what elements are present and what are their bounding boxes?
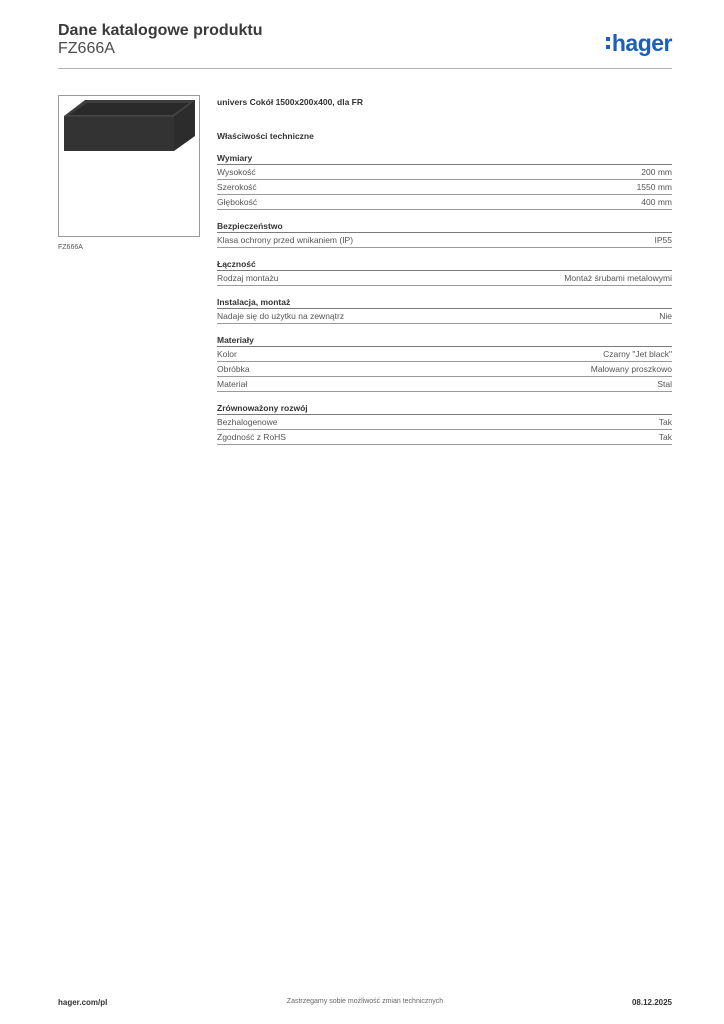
spec-value: 1550 mm (636, 182, 672, 192)
section-title: Zrównoważony rozwój (217, 402, 672, 415)
spec-label: Głębokość (217, 197, 258, 207)
footer-date: 08.12.2025 (631, 998, 672, 1007)
hager-logo (606, 30, 672, 56)
logo-dots-icon (606, 35, 610, 51)
spec-label: Kolor (217, 349, 237, 359)
spec-value: Czarny "Jet black" (603, 349, 672, 359)
spec-value: Stal (657, 379, 672, 389)
document-title: Dane katalogowe produktu (58, 22, 263, 39)
spec-section (217, 220, 672, 248)
logo-text: hager (611, 30, 672, 56)
spec-row (217, 271, 672, 286)
spec-label: Szerokość (217, 182, 257, 192)
spec-row (217, 180, 672, 195)
spec-sections (217, 152, 672, 445)
spec-label: Zgodność z RoHS (217, 432, 286, 442)
spec-value: Nie (659, 311, 672, 321)
product-image (58, 95, 200, 237)
page-header (58, 20, 672, 70)
section-title: Bezpieczeństwo (217, 220, 672, 233)
header-divider (58, 68, 672, 69)
product-name: univers Cokół 1500x200x400, dla FR (217, 97, 363, 107)
spec-row (217, 347, 672, 362)
spec-row (217, 195, 672, 210)
section-title: Materiały (217, 334, 672, 347)
section-title: Łączność (217, 258, 672, 271)
spec-row (217, 377, 672, 392)
spec-label: Rodzaj montażu (217, 273, 279, 283)
footer-website-link[interactable]: hager.com/pl (58, 998, 108, 1007)
image-caption: FZ666A (58, 244, 83, 251)
spec-value: 400 mm (641, 197, 672, 207)
spec-label: Nadaje się do użytku na zewnątrz (217, 311, 345, 321)
spec-row (217, 362, 672, 377)
page-footer (58, 998, 672, 1010)
spec-value: Tak (658, 417, 672, 427)
product-plinth-image (59, 96, 199, 236)
spec-section (217, 296, 672, 324)
spec-row (217, 165, 672, 180)
spec-row (217, 415, 672, 430)
spec-label: Obróbka (217, 364, 250, 374)
spec-content (217, 96, 672, 455)
spec-section (217, 258, 672, 286)
spec-row (217, 233, 672, 248)
spec-section (217, 152, 672, 210)
spec-value: 200 mm (641, 167, 672, 177)
spec-label: Materiał (217, 379, 248, 389)
spec-value: Montaż śrubami metalowymi (564, 273, 672, 283)
spec-row (217, 430, 672, 445)
spec-label: Wysokość (217, 167, 256, 177)
tech-heading: Właściwości techniczne (217, 131, 314, 141)
section-title: Wymiary (217, 152, 672, 165)
spec-label: Klasa ochrony przed wnikaniem (IP) (217, 235, 354, 245)
spec-section (217, 334, 672, 392)
spec-value: Malowany proszkowo (590, 364, 672, 374)
spec-label: Bezhalogenowe (217, 417, 278, 427)
footer-disclaimer: Zastrzegamy sobie możliwość zmian technicznych (286, 998, 444, 1005)
spec-value: Tak (658, 432, 672, 442)
spec-value: IP55 (654, 235, 672, 245)
section-title: Instalacja, montaż (217, 296, 672, 309)
spec-row (217, 309, 672, 324)
spec-section (217, 402, 672, 445)
product-code: FZ666A (58, 40, 115, 57)
